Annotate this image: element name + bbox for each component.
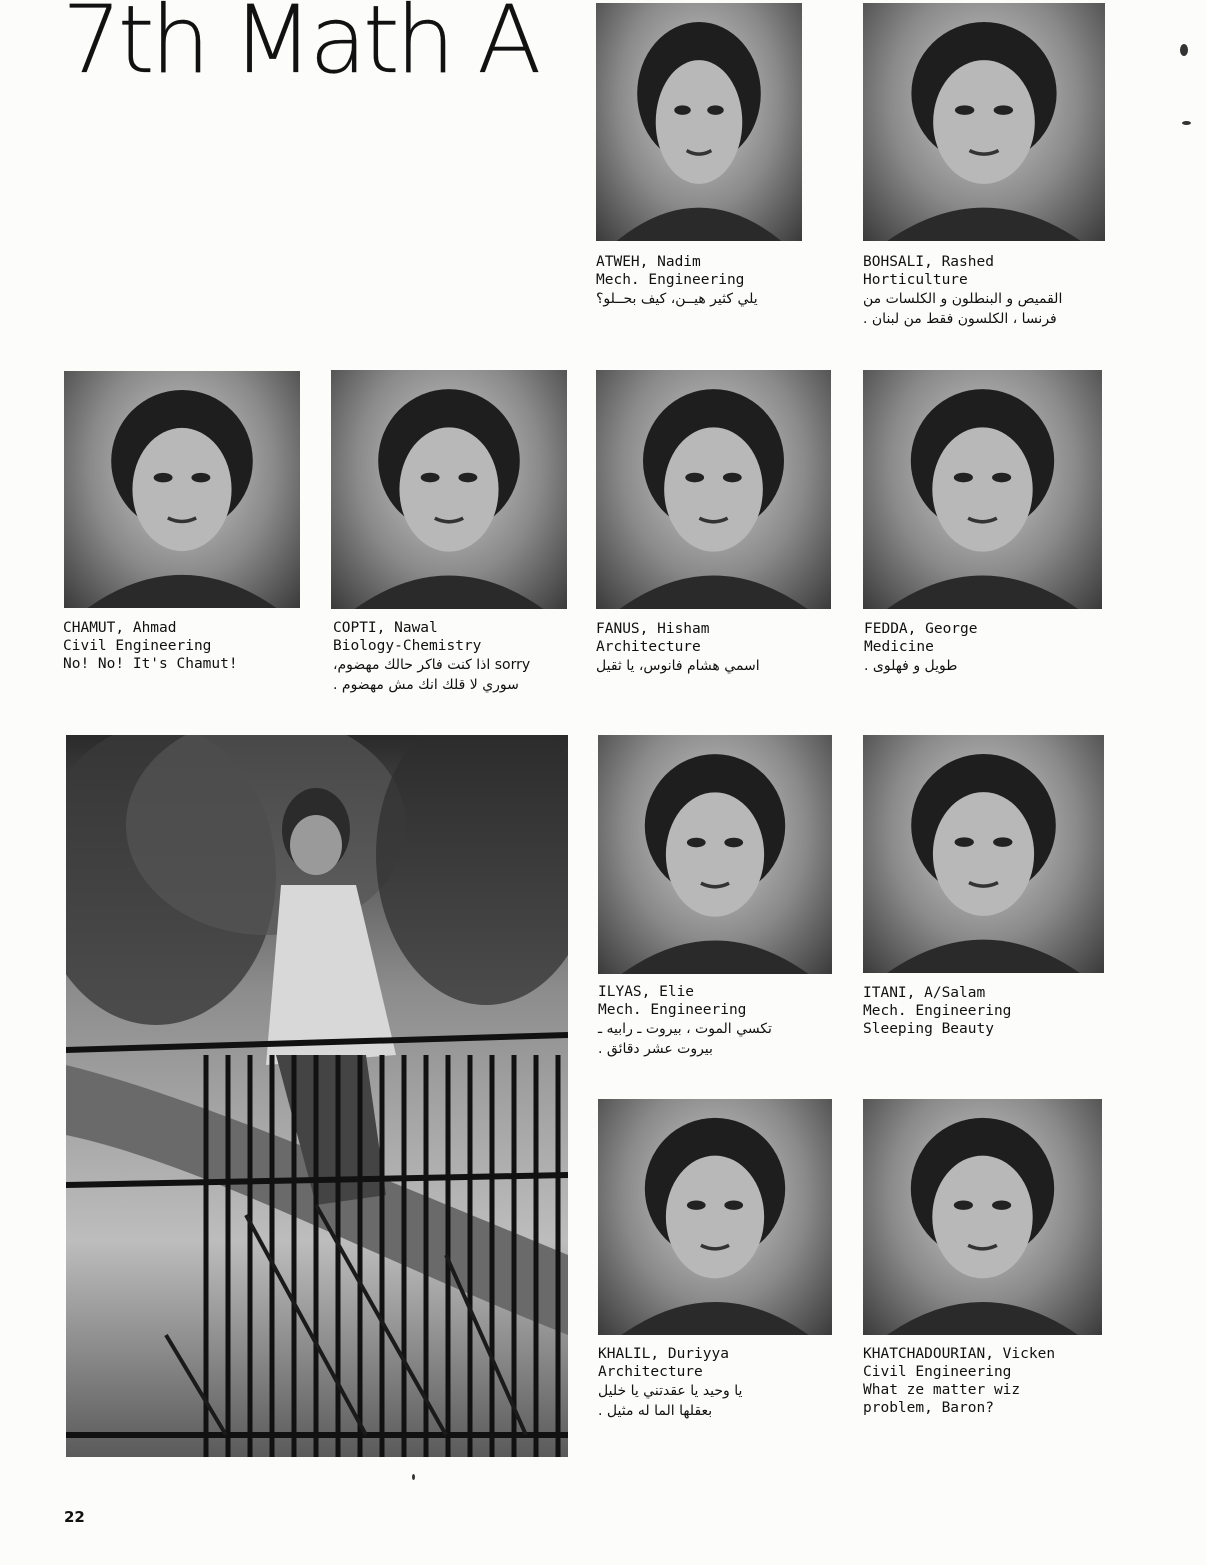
student-major: Horticulture — [863, 272, 968, 288]
student-quote-arabic: sorry اذا كنت فاكر حالك مهضوم، — [333, 657, 531, 673]
caption-itani — [863, 984, 1011, 1038]
caption-atweh — [596, 253, 758, 309]
student-name: ATWEH, Nadim — [596, 254, 701, 270]
student-quote-arabic: بعقلها الما له مثيل . — [598, 1403, 713, 1419]
student-quote-arabic: طويل و فهلوى . — [864, 658, 958, 674]
student-name: CHAMUT, Ahmad — [63, 620, 177, 636]
student-major: Architecture — [598, 1364, 703, 1380]
portrait-chamut — [64, 371, 300, 608]
student-quote-arabic: يلي كثير هيــن، كيف بحــلو؟ — [596, 291, 758, 307]
student-name: ILYAS, Elie — [598, 984, 695, 1000]
caption-fedda — [864, 620, 978, 676]
portrait-itani — [863, 735, 1104, 973]
student-quote: problem, Baron? — [863, 1400, 994, 1416]
student-name: KHALIL, Duriyya — [598, 1346, 729, 1362]
student-quote-arabic: سوري لا قلك انك مش مهضوم . — [333, 677, 519, 693]
student-major: Architecture — [596, 639, 701, 655]
student-quote-arabic: فرنسا ، الكلسون فقط من لبنان . — [863, 311, 1057, 327]
student-quote-arabic: بيروت عشر دقائق . — [598, 1041, 713, 1057]
student-major: Civil Engineering — [863, 1364, 1012, 1380]
caption-chamut — [63, 619, 238, 673]
student-name: FEDDA, George — [864, 621, 978, 637]
student-name: ITANI, A/Salam — [863, 985, 986, 1001]
student-major: Civil Engineering — [63, 638, 212, 654]
caption-bohsali — [863, 253, 1062, 329]
student-name: COPTI, Nawal — [333, 620, 438, 636]
caption-fanus — [596, 620, 760, 676]
caption-khatchadourian — [863, 1345, 1055, 1417]
student-quote-arabic: اسمي هشام فانوس، يا ثقيل — [596, 658, 760, 674]
caption-ilyas — [598, 983, 772, 1059]
caption-copti — [333, 619, 530, 695]
student-quote-arabic: تكسي الموت ، بيروت ـ رابيه ـ — [598, 1021, 772, 1037]
portrait-fanus — [596, 370, 831, 609]
student-quote: Sleeping Beauty — [863, 1021, 994, 1037]
student-quote: No! No! It's Chamut! — [63, 656, 238, 672]
student-name: FANUS, Hisham — [596, 621, 710, 637]
student-major: Mech. Engineering — [863, 1003, 1012, 1019]
portrait-fedda — [863, 370, 1102, 609]
portrait-ilyas — [598, 735, 832, 974]
caption-khalil — [598, 1345, 742, 1421]
page-title: 7th Math A — [62, 0, 538, 95]
portrait-khalil — [598, 1099, 832, 1335]
student-name: BOHSALI, Rashed — [863, 254, 994, 270]
page-number: 22 — [64, 1508, 85, 1526]
student-major: Medicine — [864, 639, 934, 655]
student-quote-arabic: القميص و البنطلون و الكلسات من — [863, 291, 1063, 307]
portrait-bohsali — [863, 3, 1105, 241]
student-quote-arabic: يا وحيد يا عقدتني يا خليل — [598, 1383, 743, 1399]
student-major: Mech. Engineering — [596, 272, 745, 288]
portrait-atweh — [596, 3, 802, 241]
portrait-copti — [331, 370, 567, 609]
student-quote: What ze matter wiz — [863, 1382, 1021, 1398]
student-name: KHATCHADOURIAN, Vicken — [863, 1346, 1056, 1362]
portrait-khatchadourian — [863, 1099, 1102, 1335]
candid-photo — [66, 735, 568, 1457]
student-major: Biology-Chemistry — [333, 638, 482, 654]
student-major: Mech. Engineering — [598, 1002, 747, 1018]
